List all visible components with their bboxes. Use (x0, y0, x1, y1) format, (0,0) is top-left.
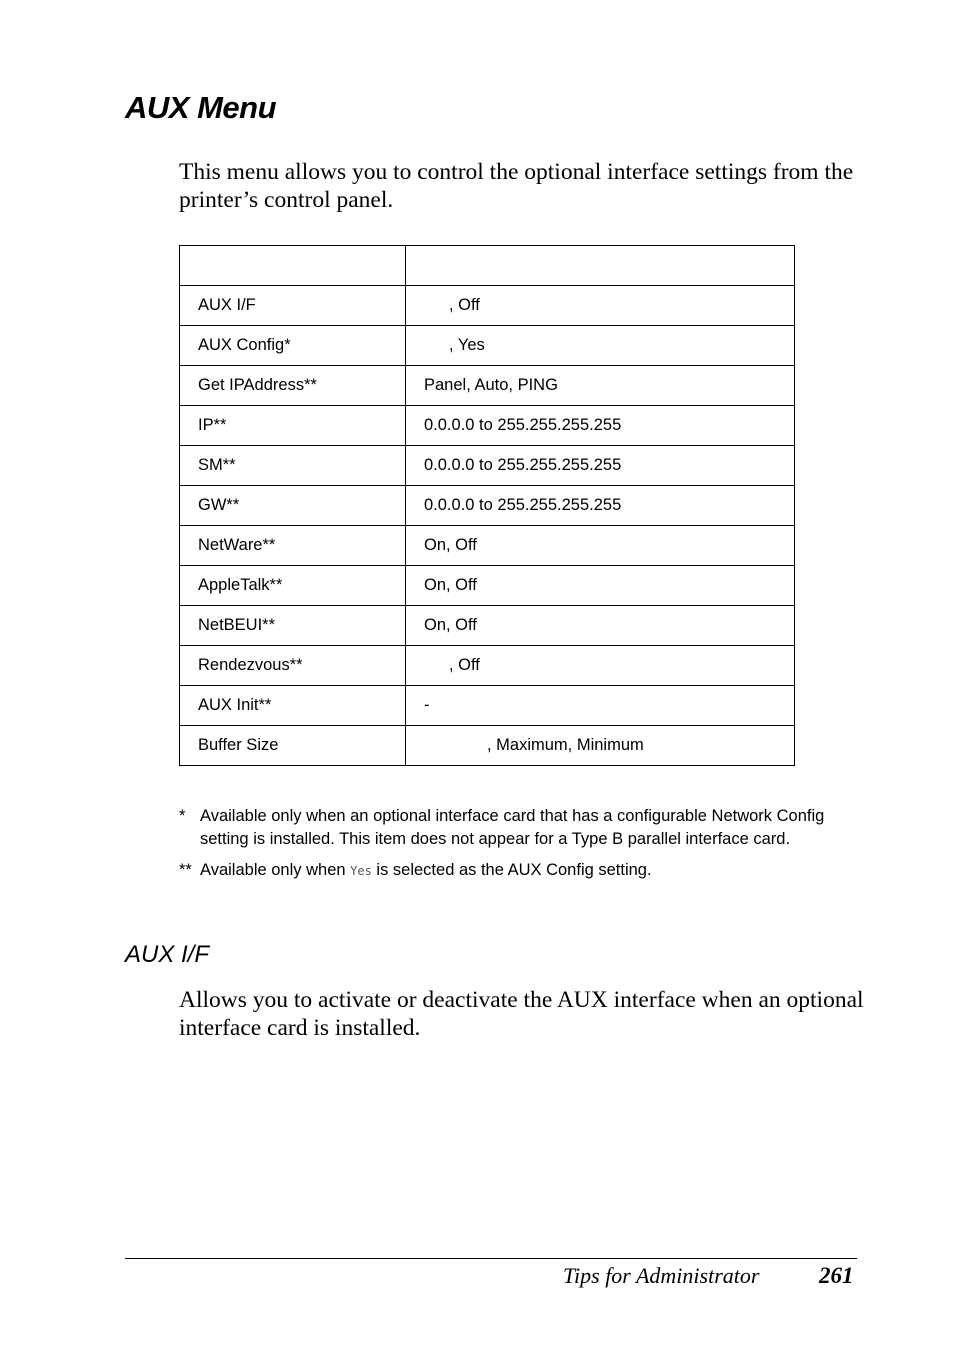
footnote-mark: ** (179, 861, 192, 879)
table-row (180, 686, 795, 726)
settings-text: 0.0.0.0 to 255.255.255.255 (424, 456, 622, 474)
footnote-text: Available only when an optional interface card that has a configurable Network Config setting is installed. This item does not appear for a Type B parallel interface card. (200, 807, 825, 848)
menu-item-cell: IP** (180, 406, 406, 446)
section-heading: AUX I/F (125, 941, 210, 968)
settings-cell (406, 486, 795, 526)
table-row (180, 566, 795, 606)
table-body (180, 286, 795, 766)
table-row (180, 526, 795, 566)
settings-cell (406, 326, 795, 366)
menu-item-cell: AUX Init** (180, 686, 406, 726)
settings-text: 0.0.0.0 to 255.255.255.255 (424, 416, 622, 434)
settings-cell (406, 566, 795, 606)
table-row (180, 446, 795, 486)
table-row (180, 606, 795, 646)
footnotes (179, 805, 869, 891)
menu-item-cell: Get IPAddress** (180, 366, 406, 406)
table-row (180, 326, 795, 366)
header-item (180, 246, 406, 286)
settings-text: On, Off (424, 576, 477, 594)
footnote-text-before: Available only when (200, 861, 351, 879)
table-row (180, 646, 795, 686)
table-row (180, 286, 795, 326)
page-title: AUX Menu (125, 90, 276, 125)
settings-text: , Off (449, 296, 480, 314)
menu-item-cell: AppleTalk** (180, 566, 406, 606)
settings-text: On, Off (424, 616, 477, 634)
settings-cell (406, 726, 795, 766)
footnote-mark: * (179, 807, 186, 825)
settings-text: , Off (449, 656, 480, 674)
settings-text: 0.0.0.0 to 255.255.255.255 (424, 496, 622, 514)
settings-text: , Yes (449, 336, 485, 354)
settings-cell (406, 366, 795, 406)
menu-item-cell: AUX Config* (180, 326, 406, 366)
menu-item-cell: Buffer Size (180, 726, 406, 766)
table-row (180, 406, 795, 446)
page-number: 261 (819, 1263, 854, 1288)
footnote-text (200, 859, 652, 883)
table-header-row (180, 246, 795, 286)
table-row (180, 366, 795, 406)
intro-paragraph: This menu allows you to control the optional interface settings from the printer’s control panel. (179, 159, 854, 213)
menu-item-cell: Rendezvous** (180, 646, 406, 686)
footnote-text-after: is selected as the AUX Config setting. (371, 861, 652, 879)
menu-item-cell: NetBEUI** (180, 606, 406, 646)
table-row (180, 486, 795, 526)
menu-item-cell: GW** (180, 486, 406, 526)
settings-cell (406, 606, 795, 646)
footnote-2 (179, 859, 869, 883)
settings-cell (406, 406, 795, 446)
menu-item-cell: SM** (180, 446, 406, 486)
table-row (180, 726, 795, 766)
settings-text: Panel, Auto, PING (424, 376, 558, 394)
setting-code: Yes (350, 864, 372, 878)
settings-text: - (424, 696, 430, 714)
footer-divider (125, 1258, 857, 1259)
footnote-1 (179, 805, 869, 851)
settings-cell (406, 526, 795, 566)
settings-cell (406, 286, 795, 326)
menu-item-cell: NetWare** (180, 526, 406, 566)
settings-cell (406, 686, 795, 726)
settings-cell (406, 646, 795, 686)
footer-section-name: Tips for Administrator (563, 1263, 760, 1288)
aux-menu-table (179, 245, 795, 766)
settings-text: On, Off (424, 536, 477, 554)
menu-item-cell: AUX I/F (180, 286, 406, 326)
settings-text: , Maximum, Minimum (487, 736, 644, 754)
settings-cell (406, 446, 795, 486)
section-body: Allows you to activate or deactivate the AUX interface when an optional interface card is installed. (179, 987, 864, 1041)
header-settings (406, 246, 795, 286)
